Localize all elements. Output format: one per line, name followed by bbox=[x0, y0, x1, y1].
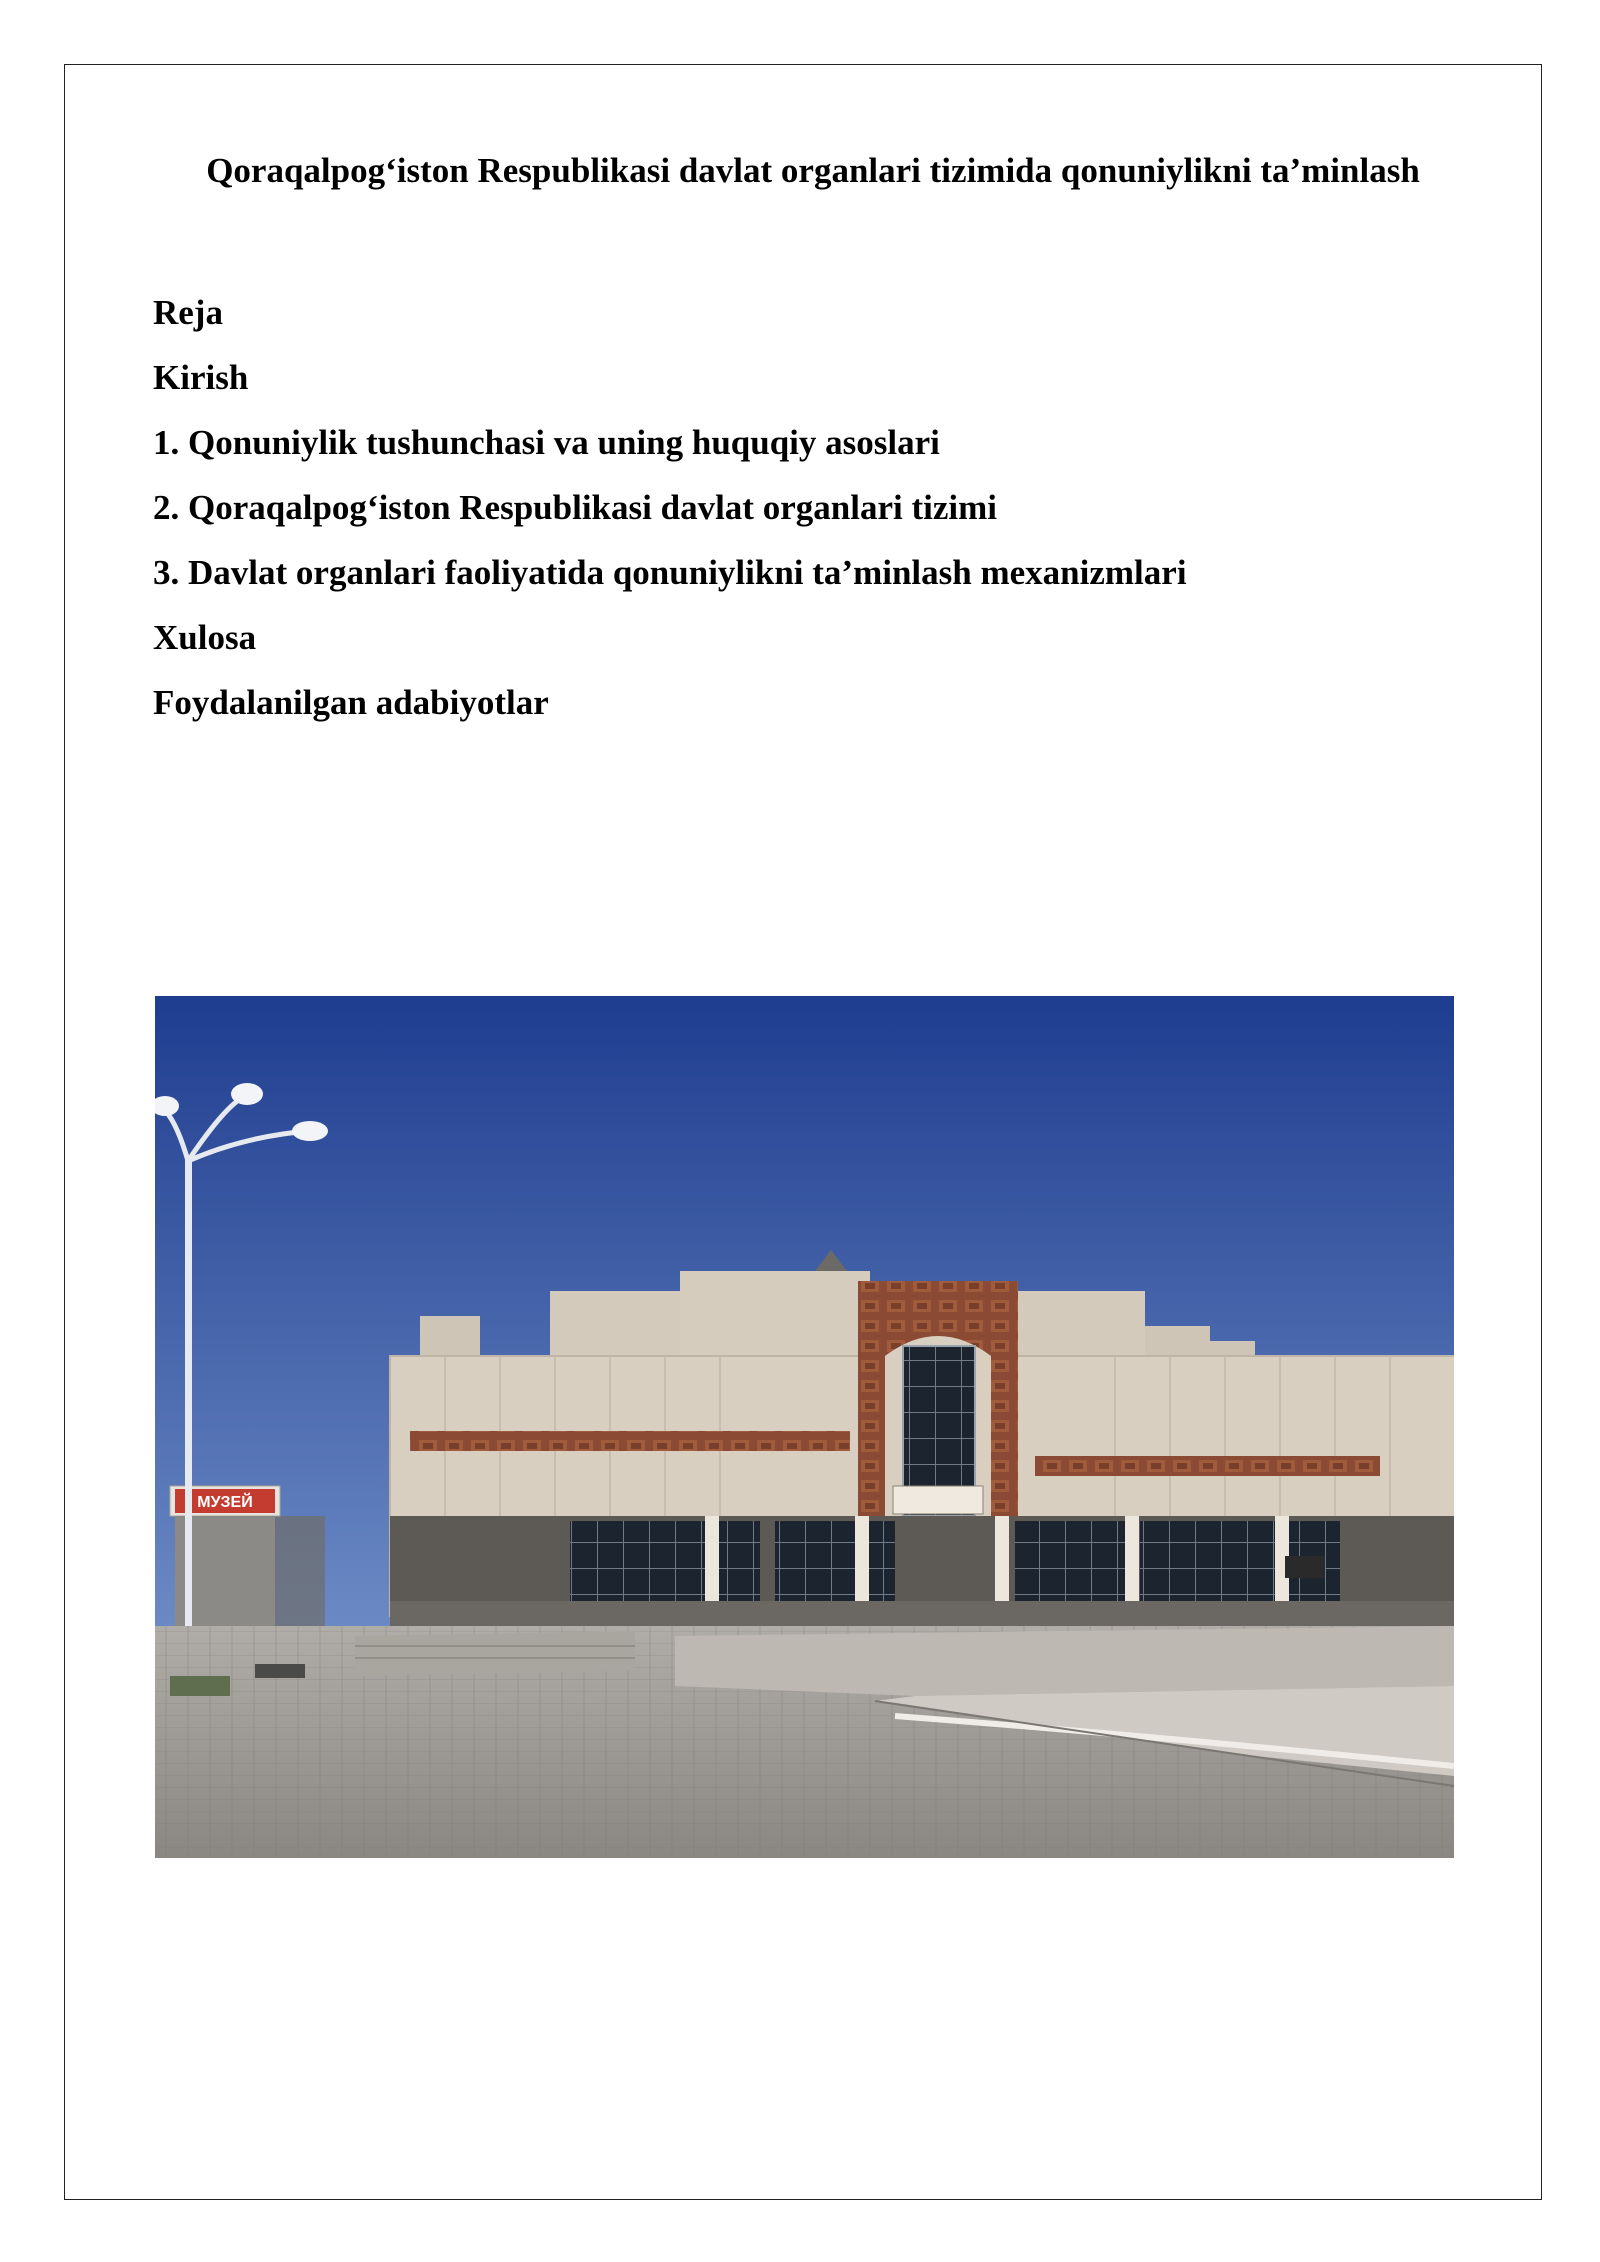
museum-building-photo bbox=[155, 996, 1454, 1858]
plan-item-3: 3. Davlat organlari faoliyatida qonuniylikni ta’minlash mexanizmlari bbox=[153, 553, 1187, 592]
plan-list bbox=[153, 280, 1187, 735]
plan-item-2: 2. Qoraqalpog‘iston Respublikasi davlat organlari tizimi bbox=[153, 488, 997, 527]
plan-item-references: Foydalanilgan adabiyotlar bbox=[153, 683, 549, 722]
plan-item-introduction: Kirish bbox=[153, 358, 249, 397]
museum-sign-text: МУЗЕЙ bbox=[197, 1494, 253, 1511]
document-title: Qoraqalpog‘iston Respublikasi davlat organlari tizimida qonuniylikni ta’minlash bbox=[206, 151, 1420, 190]
plan-heading: Reja bbox=[153, 293, 223, 332]
plan-item-1: 1. Qonuniylik tushunchasi va uning huquqiy asoslari bbox=[153, 423, 940, 462]
plan-item-conclusion: Xulosa bbox=[153, 618, 257, 657]
planter bbox=[170, 1676, 230, 1696]
